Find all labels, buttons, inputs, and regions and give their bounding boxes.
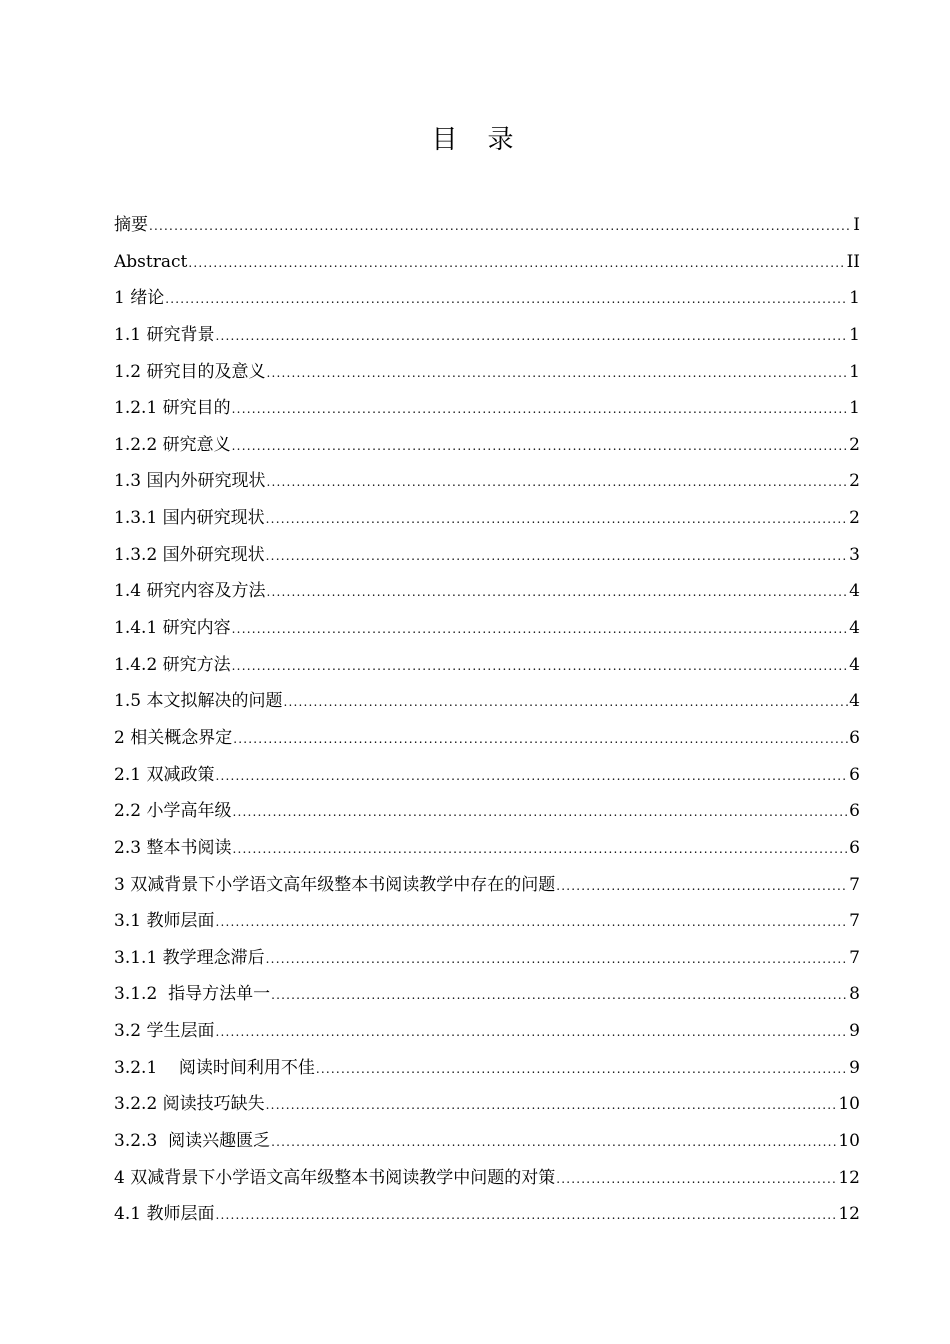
toc-entry-page: 6 (849, 764, 860, 785)
toc-entry[interactable] (114, 903, 860, 940)
toc-entry-page: 8 (849, 984, 860, 1005)
toc-entry-label: 3.1.2 指导方法单一 (114, 984, 271, 1005)
toc-entry-page: 6 (849, 801, 860, 822)
toc-dot-leader (232, 648, 849, 685)
toc-entry-page: 2 (849, 508, 860, 529)
toc-entry-page: 10 (838, 1131, 860, 1152)
toc-entry-page: 9 (849, 1021, 860, 1042)
toc-entry[interactable] (114, 317, 860, 354)
toc-dot-leader (316, 1051, 848, 1088)
toc-entry[interactable] (114, 1050, 860, 1087)
toc-entry-page: 3 (849, 544, 860, 565)
toc-entry-label: Abstract (114, 251, 188, 272)
toc-dot-leader (215, 758, 848, 795)
toc-entry-page: 1 (849, 288, 860, 309)
toc-entry[interactable] (114, 537, 860, 574)
toc-entry-label: 2.2 小学高年级 (114, 801, 232, 822)
toc-entry-page: 2 (849, 434, 860, 455)
toc-dot-leader (266, 1087, 838, 1124)
toc-entry[interactable] (114, 610, 860, 647)
toc-entry[interactable] (114, 940, 860, 977)
toc-entry[interactable] (114, 647, 860, 684)
toc-entry-label: 1.1 研究背景 (114, 324, 215, 345)
toc-dot-leader (556, 868, 848, 905)
toc-dot-leader (215, 318, 848, 355)
toc-entry[interactable] (114, 976, 860, 1013)
toc-entry-label: 1.5 本文拟解决的问题 (114, 691, 283, 712)
toc-dot-leader (165, 281, 848, 318)
toc-dot-leader (283, 684, 848, 721)
toc-dot-leader (266, 501, 849, 538)
toc-entry-label: 3.2 学生层面 (114, 1021, 215, 1042)
toc-entry[interactable] (114, 1123, 860, 1160)
toc-entry-label: 3.1.1 教学理念滞后 (114, 947, 265, 968)
toc-dot-leader (556, 1161, 837, 1198)
toc-entry-page: 1 (849, 324, 860, 345)
toc-entry-page: 7 (849, 947, 860, 968)
toc-dot-leader (232, 611, 849, 648)
toc-dot-leader (266, 574, 848, 611)
toc-dot-leader (232, 428, 849, 465)
toc-entry-page: 4 (849, 581, 860, 602)
toc-entry-page: 1 (849, 398, 860, 419)
toc-entry-page: I (853, 215, 860, 235)
toc-title: 目录 (431, 125, 544, 155)
toc-entry-label: 3 双减背景下小学语文高年级整本书阅读教学中存在的问题 (114, 874, 556, 895)
toc-dot-leader (266, 464, 848, 501)
toc-entry-label: 2 相关概念界定 (114, 727, 233, 748)
toc-entry[interactable] (114, 244, 860, 281)
toc-entry-page: 6 (849, 837, 860, 858)
toc-entry-label: 3.2.3 阅读兴趣匮乏 (114, 1131, 271, 1152)
toc-entry[interactable] (114, 1160, 860, 1197)
toc-entry-label: 2.1 双减政策 (114, 764, 215, 785)
toc-dot-leader (215, 904, 848, 941)
toc-dot-leader (232, 794, 848, 831)
toc-entry-page: 4 (849, 654, 860, 675)
toc-entry[interactable] (114, 463, 860, 500)
toc-entry-label: 1 绪论 (114, 288, 165, 309)
toc-entry-label: 1.2.2 研究意义 (114, 434, 231, 455)
toc-entry-label: 1.3.2 国外研究现状 (114, 544, 265, 565)
toc-dot-leader (232, 831, 848, 868)
toc-entry-page: 7 (849, 874, 860, 895)
toc-entry[interactable] (114, 1086, 860, 1123)
toc-entry-page: 1 (849, 361, 860, 382)
toc-entry-label: 3.1 教师层面 (114, 911, 215, 932)
toc-entry-page: 4 (849, 618, 860, 639)
toc-entry-label: 1.4.1 研究内容 (114, 618, 231, 639)
toc-entry-label: 4 双减背景下小学语文高年级整本书阅读教学中问题的对策 (114, 1167, 556, 1188)
toc-entry-page: 6 (849, 727, 860, 748)
toc-dot-leader (215, 1014, 848, 1051)
toc-entry-label: 2.3 整本书阅读 (114, 837, 232, 858)
toc-entry[interactable] (114, 1196, 860, 1233)
toc-entry[interactable] (114, 207, 860, 244)
toc-entry[interactable] (114, 573, 860, 610)
toc-entry-page: 10 (838, 1094, 860, 1115)
toc-entry-page: 2 (849, 471, 860, 492)
toc-entry[interactable] (114, 867, 860, 904)
toc-dot-leader (232, 391, 849, 428)
toc-dot-leader (271, 1124, 837, 1161)
toc-entry[interactable] (114, 280, 860, 317)
toc-entry[interactable] (114, 390, 860, 427)
toc-entry[interactable] (114, 1013, 860, 1050)
toc-entry-page: 7 (849, 911, 860, 932)
toc-dot-leader (215, 1197, 837, 1234)
toc-entry[interactable] (114, 757, 860, 794)
toc-dot-leader (271, 977, 848, 1014)
toc-dot-leader (266, 538, 849, 575)
toc-dot-leader (266, 941, 849, 978)
toc-entry-page: II (846, 251, 860, 272)
toc-entry-page: 9 (849, 1057, 860, 1078)
toc-dot-leader (233, 721, 848, 758)
toc-entry-label: 摘要 (114, 215, 148, 235)
toc-entry[interactable] (114, 500, 860, 537)
toc-entry[interactable] (114, 720, 860, 757)
toc-entry-label: 4.1 教师层面 (114, 1204, 215, 1225)
toc-entry-label: 1.2 研究目的及意义 (114, 361, 266, 382)
toc-entry-label: 3.2.1 阅读时间利用不佳 (114, 1057, 315, 1078)
toc-entry[interactable] (114, 830, 860, 867)
toc-entry-label: 1.4 研究内容及方法 (114, 581, 266, 602)
toc-entry-page: 12 (838, 1167, 860, 1188)
toc-entry-label: 1.2.1 研究目的 (114, 398, 231, 419)
toc-entry[interactable] (114, 427, 860, 464)
toc-entry[interactable] (114, 683, 860, 720)
toc-entry-page: 4 (849, 691, 860, 712)
toc-entry-label: 1.4.2 研究方法 (114, 654, 231, 675)
toc-dot-leader (149, 208, 852, 245)
toc-entry-label: 1.3.1 国内研究现状 (114, 508, 265, 529)
toc-entry-label: 3.2.2 阅读技巧缺失 (114, 1094, 265, 1115)
toc-dot-leader (188, 245, 845, 282)
toc-entry-label: 1.3 国内外研究现状 (114, 471, 266, 492)
toc-entry[interactable] (114, 354, 860, 391)
toc-list (114, 207, 860, 1233)
toc-dot-leader (266, 355, 848, 392)
toc-entry-page: 12 (838, 1204, 860, 1225)
toc-entry[interactable] (114, 793, 860, 830)
